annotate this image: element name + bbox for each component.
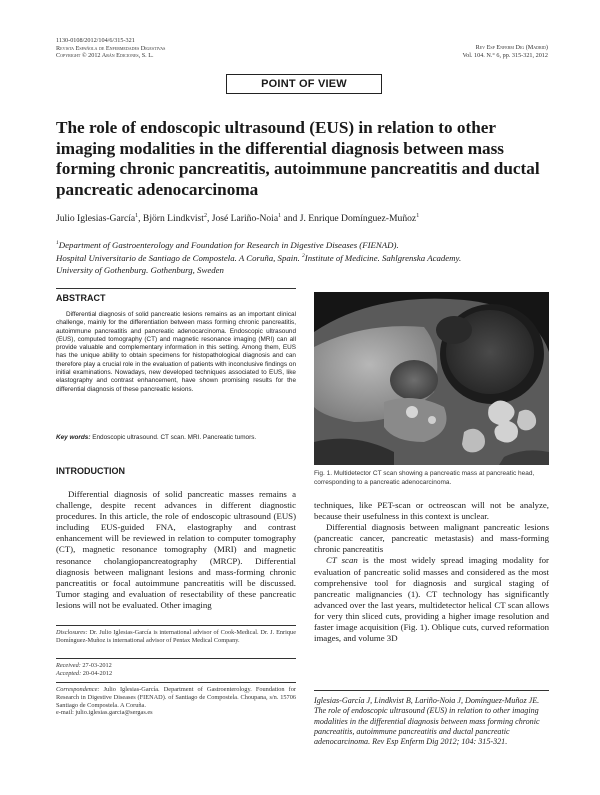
journal-name: Revista Española de Enfermedades Digestivas	[56, 44, 166, 52]
volume-info: Vol. 104. N.° 6, pp. 315-321, 2012	[462, 51, 548, 59]
introduction-heading: INTRODUCTION	[56, 466, 125, 476]
keywords-list: Endoscopic ultrasound. CT scan. MRI. Pancreatic tumors.	[90, 434, 257, 441]
issn: 1130-0108/2012/104/6/315-321	[56, 37, 135, 44]
author-affil-marker: 2	[203, 213, 207, 219]
author-affil-marker: 1	[135, 213, 139, 219]
paragraph: Differential diagnosis of solid pancreatic masses remains a challenge, despite recent advances in different diagnostic procedures. In this article, the role of endoscopic ultrasound (EUS) including EUS-guided FNA, elastography and contrast enhancement will be reviewed in relation to computer tomography (CT), magnetic resonance tomography (MRI) and magnetic resonance cholangiopancreatography (MRCP). Differential diagnosis between malignant lesions and mass-forming chronic pancreatitis or focal autoimmune pancreatitis will be discussed. Tumor staging and evaluation of resectability of these pancreatic lesions will not be evaluated. Other imaging	[56, 489, 296, 610]
paragraph: techniques, like PET-scan or octreoscan will not be analyze, because their usefulness in this context is unclear.	[314, 500, 549, 522]
keywords	[56, 434, 296, 442]
author-affil-marker: 1	[278, 213, 282, 219]
paragraph: Differential diagnosis between malignant pancreatic lesions (pancreatic cancer, pancreatic metastasis) and mass-forming chronic pancreatitis	[314, 522, 549, 555]
author-list	[56, 213, 556, 224]
ct-scan-image	[314, 292, 549, 465]
correspondence-text: Julio Iglesias-García. Department of Gastroenterology. Foundation for Research in Digestive Diseases (FIENAD). of Santiago de Compostela. Choupana, s/n. 15706 Santiago de Compostela. A Coruña.	[56, 686, 296, 709]
author-separator: ,	[206, 213, 212, 225]
received-date: 27-03-2012	[80, 662, 112, 669]
footnote-divider	[56, 625, 296, 626]
correspondence-label: Correspondence:	[56, 686, 100, 693]
correspondence	[56, 686, 296, 717]
affiliation-line: University of Gothenburg. Gothenburg, Sweden	[56, 264, 224, 275]
author-name: Björn Lindkvist	[142, 213, 204, 225]
paragraph-text: is the most widely spread imaging modality for evaluation of pancreatic solid masses and considered as the most comprehensive tool for diagnosis and surgical staging of pancreatic malignancies (1). CT technology has significantly advanced over the last years, multidetector helical CT scan allows for very thin sliced cuts, providing a higher image resolution and faster image acquisition (Fig. 1). Oblique cuts, curved reformation images, and volume 3D	[314, 555, 549, 644]
author-name: J. Enrique Domínguez-Muñoz	[299, 213, 417, 225]
author-separator: and	[281, 213, 300, 225]
running-header-left	[56, 37, 316, 60]
dates	[56, 662, 296, 678]
received-label: Received:	[56, 662, 81, 669]
affiliation-line: Department of Gastroenterology and Foundation for Research in Digestive Diseases (FIENAD).	[58, 239, 399, 250]
author-name: José Lariño-Noia	[211, 213, 279, 225]
affil-marker: 2	[302, 253, 305, 260]
figure-caption: Fig. 1. Multidetector CT scan showing a pancreatic mass at pancreatic head, corresponding to a pancreatic adenocarcinoma.	[314, 470, 535, 486]
keywords-label: Key words:	[56, 434, 91, 441]
footnote-divider	[56, 658, 296, 659]
author-affil-marker: 1	[416, 213, 420, 219]
disclosures-label: Disclosures:	[56, 629, 88, 636]
affiliation-line: Institute of Medicine. Sahlgrenska Academy.	[304, 253, 462, 264]
ct-scan-figure	[314, 292, 549, 465]
author-separator: ,	[138, 213, 143, 225]
section-label: POINT OF VIEW	[226, 74, 382, 94]
abstract-heading: ABSTRACT	[56, 293, 106, 303]
accepted-label: Accepted:	[56, 669, 82, 677]
ct-scan-term: CT scan	[326, 555, 358, 566]
journal-abbrev: Rev Esp Enferm Dig (Madrid)	[475, 44, 548, 51]
article-title: The role of endoscopic ultrasound (EUS) in relation to other imaging modalities in the differential diagnosis between mass forming chronic pancreatitis, autoimmune pancreatitis and ductal pancreatic adenocarcinoma	[56, 118, 540, 199]
citation: Iglesias-García J, Lindkvist B, Lariño-Noia J, Domínguez-Muñoz JE. The role of endoscopic ultrasound (EUS) in relation to other imaging modalities in the differential diagnosis between mass forming chronic pancreatitis, autoimmune pancreatitis and ductal pancreatic adenocarcinoma. Rev Esp Enferm Dig 2012; 104: 315-321.	[314, 696, 540, 747]
introduction-text	[56, 489, 296, 611]
affiliation-line: Hospital Universitario de Santiago de Compostela. A Coruña, Spain.	[56, 253, 302, 264]
divider	[56, 288, 296, 289]
copyright: Copyright © 2012 Arán Ediciones, S. L.	[56, 52, 154, 60]
footnote-divider	[56, 682, 296, 683]
right-column-text	[314, 500, 549, 644]
running-header-right	[348, 44, 548, 59]
accepted-date: 20-04-2012	[81, 669, 113, 677]
author-name: Julio Iglesias-García	[56, 213, 136, 225]
email: e-mail: julio.iglesias.garcia@sergas.es	[56, 709, 153, 717]
disclosures-text: Dr. Julio Iglesias-García is international advisor of Cook-Medical. Dr. J. Enrique Domínguez-Muñoz is international advisor of Pentax Medical Company.	[56, 629, 296, 644]
affiliations	[56, 238, 556, 276]
paragraph	[314, 555, 549, 644]
citation-divider	[314, 690, 549, 691]
abstract-text: Differential diagnosis of solid pancreatic lesions remains as an important clinical challenge, mainly for the differentiation between mass forming chronic pancreatitis, autoimmune pancreatitis and pancreatic adenocarcinoma. Endoscopic ultrasound (EUS), computed tomography (CT) and magnetic resonance imaging (MRI) can all provide valuable and complementary information in this setting. Among them, EUS has the unique ability to obtain specimens for histopathological diagnosis and can therefore play a crucial role in the evaluation of patients with inconclusive findings on initial examinations. Nowadays, new developed techniques associated to EUS, like elastography and contrast enhancement, have shown promising results for the differential diagnosis of these pancreatic lesions.	[56, 311, 296, 393]
disclosures	[56, 629, 296, 645]
affil-marker: 1	[56, 240, 59, 246]
